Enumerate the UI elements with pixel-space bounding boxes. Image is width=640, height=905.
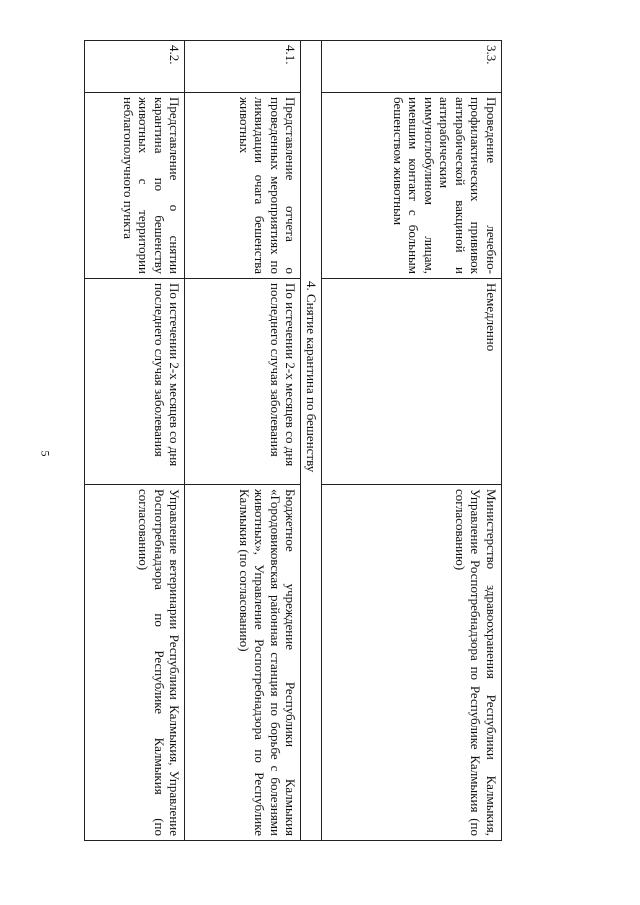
row-term: Немедленно xyxy=(322,279,502,485)
table-row xyxy=(185,41,301,841)
section-title: 4. Снятие карантина по бешенству xyxy=(301,41,322,841)
table-row xyxy=(85,41,185,841)
page-number: 5 xyxy=(38,450,53,457)
row-action: Представление о снятии карантина по бешенству животных с территории неблагополучного пункта xyxy=(85,93,185,279)
row-term: По истечении 2-х месяцев со дня последнего случая заболевания xyxy=(185,279,301,485)
row-executor: Управление ветеринарии Республики Калмыкия, Управление Роспотребнадзора по Республике Калмыкия (по согласованию) xyxy=(85,485,185,841)
row-number: 4.1. xyxy=(185,41,301,93)
row-term: По истечении 2-х месяцев со дня последнего случая заболевания xyxy=(85,279,185,485)
rotated-table-sheet xyxy=(82,40,502,840)
row-action: Проведение лечебно-профилактических прививок антирабической вакциной и антирабическим иммуноглобулином лицам, имевшим контакт с больным бешенством животным xyxy=(322,93,502,279)
section-row xyxy=(301,41,322,841)
row-executor: Бюджетное учреждение Республики Калмыкия «Городовиковская районная станция по борьбе с болезнями животных», Управление Роспотребнадзора по Республике Калмыкия (по согласованию) xyxy=(185,485,301,841)
measures-table xyxy=(85,40,503,841)
row-executor: Министерство здравоохранения Республики Калмыкия, Управление Роспотребнадзора по Республике Калмыкия (по согласованию) xyxy=(322,485,502,841)
row-action: Представление отчета о проведенных мероприятиях по ликвидации очага бешенства животных xyxy=(185,93,301,279)
row-number: 4.2. xyxy=(85,41,185,93)
table-row xyxy=(322,41,502,841)
row-number: 3.3. xyxy=(322,41,502,93)
